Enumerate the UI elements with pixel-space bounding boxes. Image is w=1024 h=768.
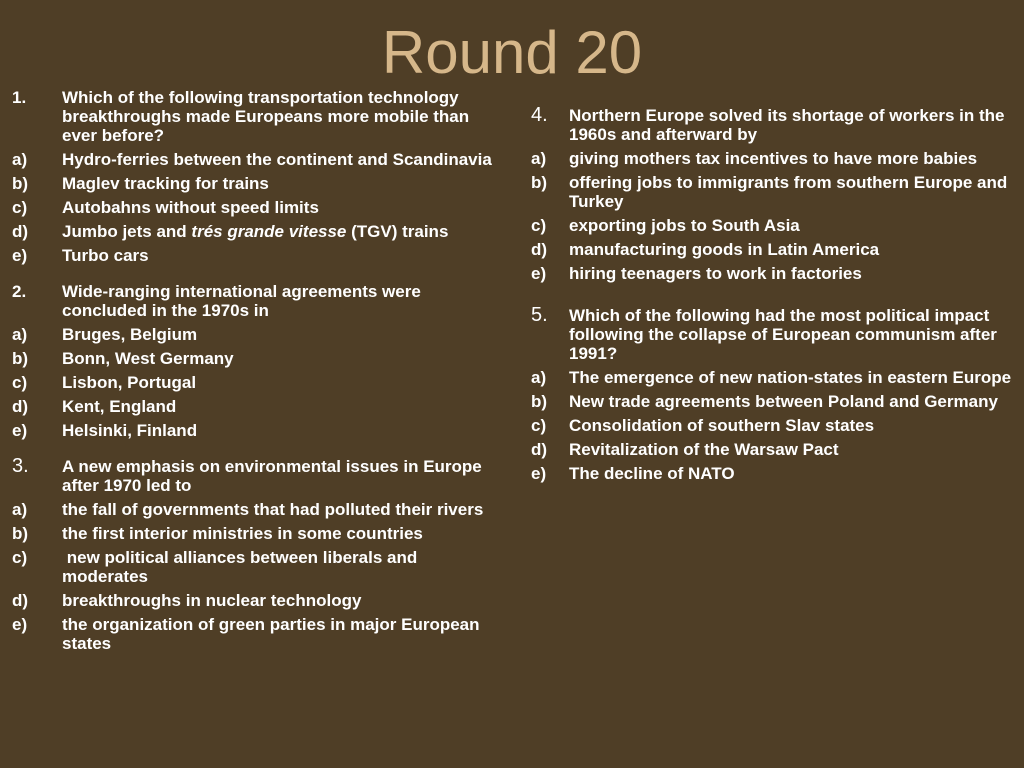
option-letter: a) [12, 500, 28, 519]
option-row [12, 325, 502, 344]
option-text: offering jobs to immigrants from southern Europe and Turkey [569, 173, 1008, 211]
option-text: Hydro-ferries between the continent and Scandinavia [62, 150, 492, 169]
option-text: the fall of governments that had polluted their rivers [62, 500, 484, 519]
question-prompt-row [12, 282, 502, 320]
option-text-after: (TGV) trains [346, 222, 449, 241]
option-text: New trade agreements between Poland and Germany [569, 392, 998, 411]
option-text: The emergence of new nation-states in eastern Europe [569, 368, 1012, 387]
option-row [12, 421, 502, 440]
option-row [531, 216, 1019, 235]
option-letter: e) [12, 615, 28, 634]
option-letter: a) [12, 150, 28, 169]
option-letter: b) [12, 174, 29, 193]
option-letter: c) [531, 416, 547, 435]
option-text: Kent, England [62, 397, 177, 416]
question-number: 1. [12, 88, 27, 107]
option-letter: c) [12, 373, 28, 392]
question-3 [12, 457, 502, 653]
option-row [12, 174, 502, 193]
option-letter: d) [531, 240, 548, 259]
option-text: exporting jobs to South Asia [569, 216, 800, 235]
option-letter: c) [531, 216, 547, 235]
option-letter: d) [531, 440, 548, 459]
option-letter: d) [12, 397, 29, 416]
option-letter: b) [12, 524, 29, 543]
option-row [12, 222, 502, 241]
option-text: giving mothers tax incentives to have more babies [569, 149, 978, 168]
option-letter: d) [12, 222, 29, 241]
right-column [531, 106, 1019, 483]
question-number: 2. [12, 282, 27, 301]
question-prompt-row [12, 88, 502, 145]
option-row [531, 264, 1019, 283]
option-text: hiring teenagers to work in factories [569, 264, 862, 283]
option-row [531, 149, 1019, 168]
option-row [531, 392, 1019, 411]
option-row [12, 373, 502, 392]
option-row [531, 464, 1019, 483]
question-number: 3. [12, 455, 29, 477]
option-row [12, 548, 502, 586]
question-prompt-row [531, 106, 1019, 144]
option-row [12, 591, 502, 610]
option-text: new political alliances between liberals and moderates [62, 548, 422, 586]
option-row [12, 524, 502, 543]
option-row [12, 246, 502, 265]
option-row [531, 368, 1019, 387]
option-letter: e) [12, 246, 28, 265]
option-row [12, 615, 502, 653]
option-text: Bruges, Belgium [62, 325, 198, 344]
option-letter: a) [531, 368, 547, 387]
option-text: Revitalization of the Warsaw Pact [569, 440, 839, 459]
option-text: Helsinki, Finland [62, 421, 198, 440]
option-row [531, 240, 1019, 259]
question-prompt: Which of the following had the most political impact following the collapse of European communism after 1991? [569, 306, 997, 363]
option-letter: a) [12, 325, 28, 344]
option-row [12, 198, 502, 217]
question-5 [531, 306, 1019, 483]
option-text-italic: trés grande vitesse [191, 222, 347, 241]
option-letter: a) [531, 149, 547, 168]
option-text: manufacturing goods in Latin America [569, 240, 880, 259]
option-row [12, 150, 502, 169]
question-prompt-row [531, 306, 1019, 363]
question-number: 4. [531, 104, 548, 126]
question-2 [12, 282, 502, 440]
option-text: Consolidation of southern Slav states [569, 416, 875, 435]
option-letter: b) [12, 349, 29, 368]
option-letter: b) [531, 392, 548, 411]
question-prompt: Which of the following transportation technology breakthroughs made Europeans more mobile than ever before? [62, 88, 470, 145]
option-row [531, 416, 1019, 435]
option-text: Turbo cars [62, 246, 149, 265]
option-text: breakthroughs in nuclear technology [62, 591, 362, 610]
option-letter: d) [12, 591, 29, 610]
option-row [531, 173, 1019, 211]
option-text: The decline of NATO [569, 464, 735, 483]
question-4 [531, 106, 1019, 283]
option-letter: b) [531, 173, 548, 192]
option-row [12, 500, 502, 519]
option-text-before: Jumbo jets and [62, 222, 192, 241]
option-row [12, 397, 502, 416]
option-row [531, 440, 1019, 459]
option-text [62, 222, 502, 241]
option-row [12, 349, 502, 368]
option-letter: c) [12, 198, 28, 217]
question-prompt: A new emphasis on environmental issues in Europe after 1970 led to [62, 457, 482, 495]
question-prompt: Northern Europe solved its shortage of workers in the 1960s and afterward by [569, 106, 1005, 144]
question-prompt: Wide-ranging international agreements were concluded in the 1970s in [62, 282, 421, 320]
option-letter: e) [531, 464, 547, 483]
option-letter: e) [531, 264, 547, 283]
question-1 [12, 88, 502, 265]
option-text: Autobahns without speed limits [62, 198, 319, 217]
option-letter: c) [12, 548, 28, 567]
left-column [12, 88, 502, 653]
option-letter: e) [12, 421, 28, 440]
slide-title: Round 20 [381, 19, 643, 86]
question-prompt-row [12, 457, 502, 495]
option-text: Maglev tracking for trains [62, 174, 269, 193]
option-text: Bonn, West Germany [62, 349, 234, 368]
option-text: Lisbon, Portugal [62, 373, 197, 392]
option-text: the organization of green parties in major European states [62, 615, 480, 653]
option-text: the first interior ministries in some countries [62, 524, 423, 543]
question-number: 5. [531, 304, 548, 326]
